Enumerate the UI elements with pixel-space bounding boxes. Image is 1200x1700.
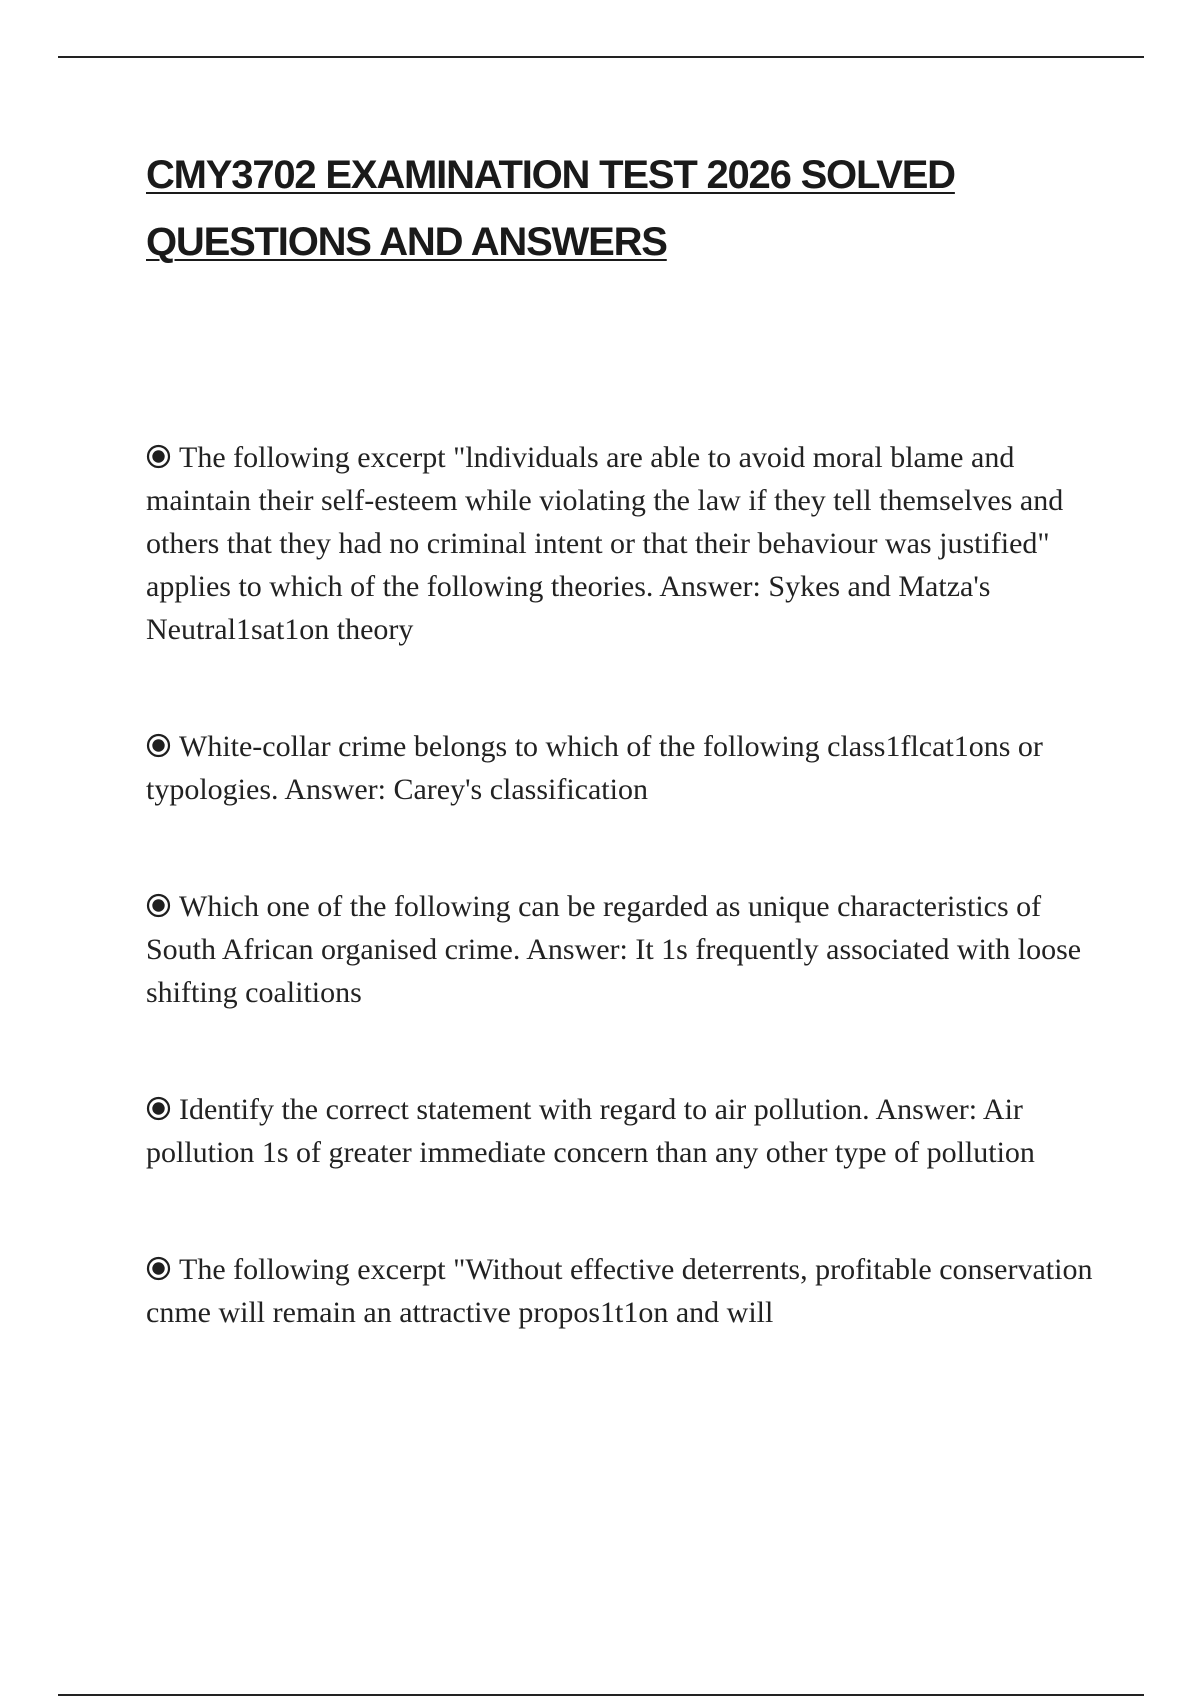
qa-text: The following excerpt "Without effective deterrents, profitable conservation cnme will remain an attractive propos1t1on and will <box>146 1253 1093 1329</box>
qa-text: The following excerpt "lndividuals are able to avoid moral blame and maintain their self-esteem while violating the law if they tell themselves and others that they had no criminal intent or that their behaviour was justified" applies to which of the following theories. Answer: Sykes and Matza's Neutral1sat1on theory <box>146 441 1064 646</box>
qa-item <box>146 436 1096 651</box>
document-title: CMY3702 EXAMINATION TEST 2026 SOLVED QUESTIONS AND ANSWERS <box>146 153 955 264</box>
radio-bullet-icon <box>146 1256 171 1281</box>
qa-item <box>146 885 1096 1014</box>
qa-text: Which one of the following can be regarded as unique characteristics of South African organised crime. Answer: It 1s frequently associated with loose shifting coalitions <box>146 890 1082 1009</box>
radio-bullet-icon <box>146 893 171 918</box>
qa-item <box>146 1248 1096 1334</box>
qa-text: Identify the correct statement with regard to air pollution. Answer: Air pollution 1s of greater immediate concern than any other type of pollution <box>146 1093 1035 1169</box>
radio-bullet-icon <box>146 1096 171 1121</box>
qa-item <box>146 1088 1096 1174</box>
radio-bullet-icon <box>146 444 171 469</box>
qa-text: White-collar crime belongs to which of the following class1flcat1ons or typologies. Answer: Carey's classification <box>146 730 1043 806</box>
bottom-rule <box>58 1694 1144 1696</box>
radio-bullet-icon <box>146 733 171 758</box>
top-rule <box>58 56 1144 58</box>
qa-item <box>146 725 1096 811</box>
qa-list <box>146 436 1096 1334</box>
